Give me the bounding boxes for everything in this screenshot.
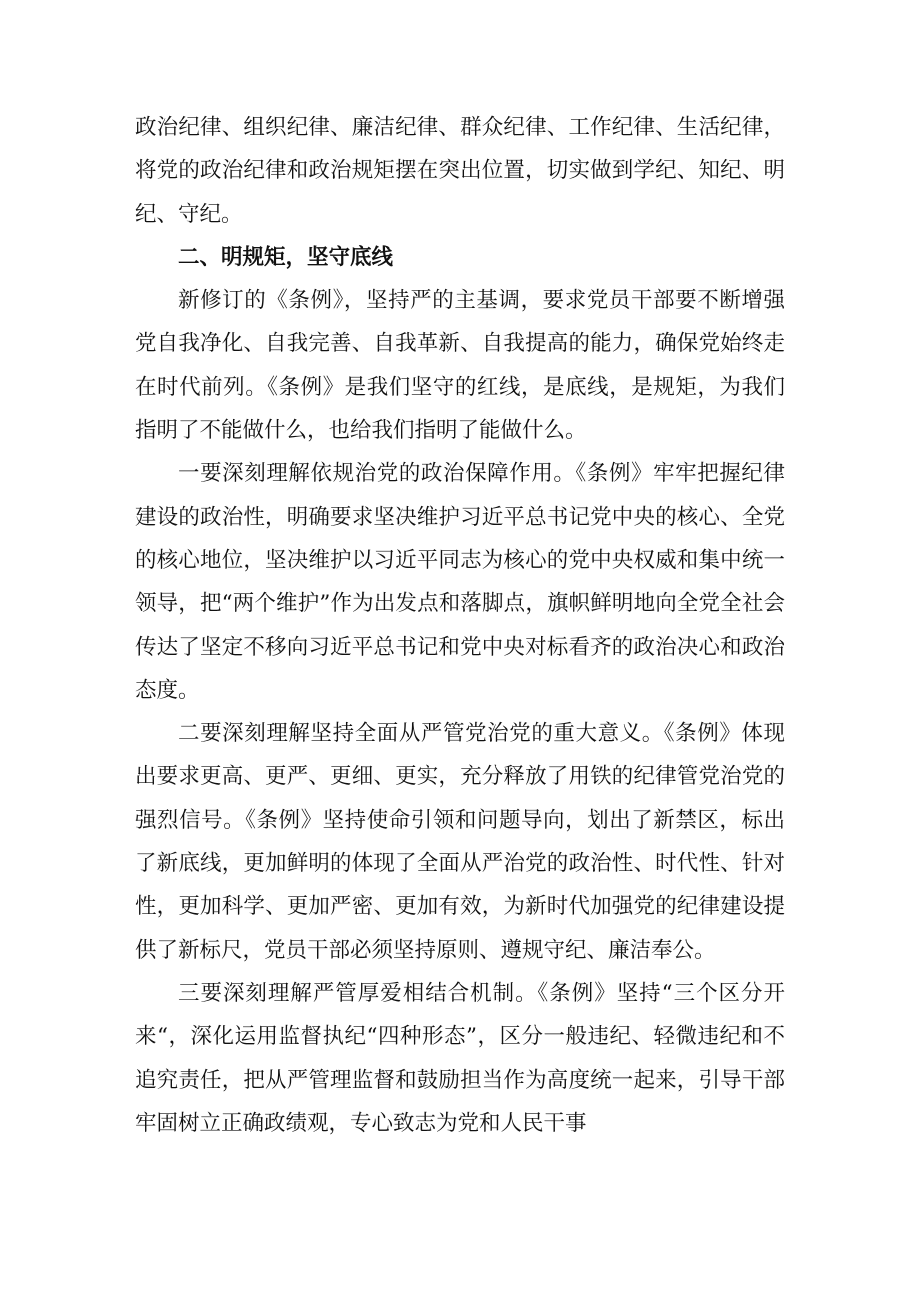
section-heading: 二、明规矩，坚守底线 [178, 244, 394, 270]
paragraph-continued: 政治纪律、组织纪律、廉洁纪律、群众纪律、工作纪律、生活纪律，将党的政治纪律和政治规矩摆在突出位置，切实做到学纪、知纪、明纪、守纪。 [135, 115, 785, 227]
document-body [135, 106, 785, 1145]
paragraph-point-two: 二要深刻理解坚持全面从严管党治党的重大意义。《条例》体现出要求更高、更严、更细、更实，充分释放了用铁的纪律管党治党的强烈信号。《条例》坚持使命引领和问题导向，划出了新禁区，标出了新底线，更加鲜明的体现了全面从严治党的政治性、时代性、针对性，更加科学、更加严密、更加有效，为新时代加强党的纪律建设提供了新标尺，党员干部必须坚持原则、遵规守纪、廉洁奉公。 [135, 721, 785, 963]
paragraph-intro: 新修订的《条例》，坚持严的主基调，要求党员干部要不断增强党自我净化、自我完善、自我革新、自我提高的能力，确保党始终走在时代前列。《条例》是我们坚守的红线，是底线，是规矩，为我们指明了不能做什么，也给我们指明了能做什么。 [135, 288, 785, 444]
paragraph-point-three: 三要深刻理解严管厚爱相结合机制。《条例》坚持“三个区分开来“，深化运用监督执纪“四种形态”，区分一般违纪、轻微违纪和不追究责任，把从严管理监督和鼓励担当作为高度统一起来，引导干部牢固树立正确政绩观，专心致志为党和人民干事 [135, 980, 785, 1136]
paragraph-point-one: 一要深刻理解依规治党的政治保障作用。《条例》牢牢把握纪律建设的政治性，明确要求坚决维护习近平总书记党中央的核心、全党的核心地位，坚决维护以习近平同志为核心的党中央权威和集中统一领导，把“两个维护”作为出发点和落脚点，旗帜鲜明地向全党全社会传达了坚定不移向习近平总书记和党中央对标看齐的政治决心和政治态度。 [135, 461, 785, 703]
